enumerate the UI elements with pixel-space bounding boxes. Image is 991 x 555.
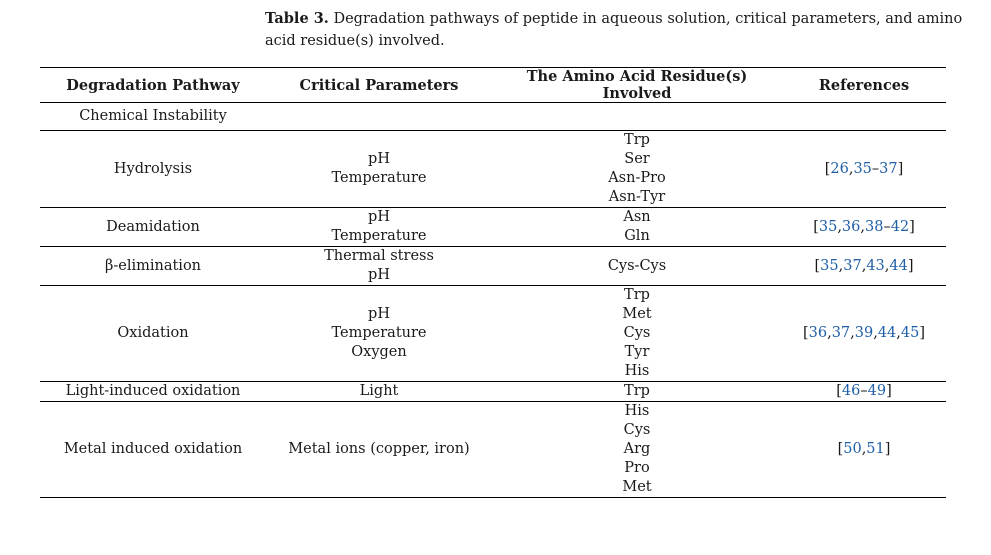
residue-item: His — [624, 363, 650, 379]
reference-link[interactable]: 37 — [843, 257, 862, 274]
reference-punctuation: ] — [886, 383, 892, 399]
table-caption — [265, 8, 965, 52]
parameter-item: Light — [359, 383, 399, 399]
reference-punctuation: ] — [907, 257, 914, 274]
reference-punctuation: , — [827, 325, 832, 341]
table-row — [40, 247, 946, 286]
reference-punctuation: , — [860, 218, 865, 235]
reference-link[interactable]: 46 — [841, 383, 861, 399]
residue-cell — [492, 286, 782, 382]
header-parameters: Critical Parameters — [266, 68, 492, 103]
reference-punctuation: – — [860, 383, 868, 399]
parameter-item: pH — [368, 306, 390, 322]
reference-punctuation: ] — [884, 441, 891, 457]
pathway-cell: Light-induced oxidation — [40, 382, 266, 402]
header-pathway: Degradation Pathway — [40, 68, 266, 103]
residue-item: Pro — [624, 460, 650, 476]
pathway-cell: Deamidation — [40, 208, 266, 247]
parameter-cell — [266, 131, 492, 208]
residue-item: Ser — [624, 151, 650, 167]
residue-cell — [492, 208, 782, 247]
reference-link[interactable]: 44 — [877, 325, 897, 341]
residue-item: Cys — [623, 422, 651, 438]
residue-item: His — [624, 403, 650, 419]
references-cell — [782, 286, 946, 382]
references-cell — [782, 247, 946, 286]
header-residues: The Amino Acid Residue(s) Involved — [492, 68, 782, 103]
reference-punctuation: , — [850, 325, 855, 341]
table-row — [40, 382, 946, 402]
reference-punctuation: , — [861, 257, 867, 274]
pathway-cell: β-elimination — [40, 247, 266, 286]
reference-link[interactable]: 38 — [864, 218, 884, 235]
reference-link[interactable]: 44 — [889, 257, 908, 274]
references-cell — [782, 131, 946, 208]
parameter-item: Oxygen — [351, 344, 407, 360]
table-row — [40, 208, 946, 247]
parameter-item: Thermal stress — [324, 248, 434, 264]
residue-cell — [492, 247, 782, 286]
residue-item: Cys — [623, 325, 651, 341]
reference-link[interactable]: 43 — [866, 257, 885, 274]
reference-punctuation: , — [873, 325, 878, 341]
caption-text: Degradation pathways of peptide in aqueous solution, critical parameters, and amino acid residue(s) involved. — [265, 11, 963, 49]
reference-link[interactable]: 37 — [831, 325, 851, 341]
parameter-cell — [266, 208, 492, 247]
header-references: References — [782, 68, 946, 103]
reference-punctuation: [ — [814, 257, 821, 274]
residue-item: Tyr — [624, 344, 650, 360]
references-cell — [782, 382, 946, 402]
parameter-cell — [266, 247, 492, 286]
caption-label: Table 3. — [265, 10, 329, 27]
reference-link[interactable]: 35 — [818, 218, 838, 235]
reference-link[interactable]: 42 — [890, 218, 910, 235]
parameter-item: Temperature — [331, 170, 427, 186]
residue-item: Arg — [623, 441, 651, 457]
reference-link[interactable]: 35 — [820, 257, 839, 274]
reference-link[interactable]: 51 — [866, 441, 885, 457]
reference-punctuation: – — [883, 218, 891, 235]
reference-link[interactable]: 36 — [841, 218, 861, 235]
reference-link[interactable]: 37 — [879, 160, 898, 177]
residue-item: Met — [622, 479, 652, 495]
reference-punctuation: [ — [836, 383, 842, 399]
reference-punctuation: , — [848, 160, 854, 177]
reference-punctuation: [ — [813, 218, 819, 235]
residue-cell — [492, 382, 782, 402]
reference-punctuation: – — [871, 160, 880, 177]
reference-link[interactable]: 36 — [808, 325, 828, 341]
residue-item: Asn — [623, 209, 651, 225]
parameter-item: Metal ions (copper, iron) — [288, 441, 470, 457]
reference-link[interactable]: 26 — [830, 160, 849, 177]
table-row — [40, 402, 946, 498]
reference-punctuation: , — [861, 441, 867, 457]
parameter-cell — [266, 286, 492, 382]
reference-punctuation: [ — [802, 325, 809, 341]
reference-punctuation: [ — [824, 160, 831, 177]
reference-punctuation: , — [838, 257, 844, 274]
parameter-cell — [266, 402, 492, 498]
pathway-cell: Hydrolysis — [40, 131, 266, 208]
references-cell — [782, 208, 946, 247]
reference-punctuation: ] — [909, 218, 915, 235]
parameter-item: Temperature — [331, 325, 427, 341]
reference-punctuation: , — [837, 218, 842, 235]
reference-link[interactable]: 35 — [853, 160, 872, 177]
residue-cell — [492, 131, 782, 208]
reference-punctuation: , — [884, 257, 890, 274]
table-row — [40, 286, 946, 382]
residue-item: Trp — [624, 287, 650, 303]
parameter-cell — [266, 382, 492, 402]
residue-item: Cys-Cys — [607, 257, 667, 274]
reference-link[interactable]: 45 — [900, 325, 920, 341]
residue-item: Met — [622, 306, 652, 322]
section-row — [40, 103, 946, 131]
reference-link[interactable]: 39 — [854, 325, 874, 341]
pathway-cell: Oxidation — [40, 286, 266, 382]
references-cell — [782, 402, 946, 498]
reference-link[interactable]: 49 — [867, 383, 887, 399]
residue-item: Asn-Pro — [608, 170, 666, 186]
reference-punctuation: ] — [897, 160, 904, 177]
reference-punctuation: , — [896, 325, 901, 341]
table-row — [40, 131, 946, 208]
reference-punctuation: ] — [919, 325, 926, 341]
residue-item: Asn-Tyr — [608, 189, 666, 205]
parameter-item: Temperature — [331, 228, 427, 244]
reference-link[interactable]: 50 — [843, 441, 862, 457]
residue-cell — [492, 402, 782, 498]
header-row — [40, 68, 946, 103]
section-label: Chemical Instability — [79, 108, 227, 124]
reference-punctuation: [ — [837, 441, 844, 457]
pathway-cell: Metal induced oxidation — [40, 402, 266, 498]
residue-item: Trp — [624, 132, 650, 148]
parameter-item: pH — [368, 151, 390, 167]
parameter-item: pH — [368, 209, 390, 225]
parameter-item: pH — [368, 267, 390, 283]
degradation-table — [40, 67, 946, 498]
residue-item: Trp — [624, 383, 650, 399]
residue-item: Gln — [624, 228, 650, 244]
